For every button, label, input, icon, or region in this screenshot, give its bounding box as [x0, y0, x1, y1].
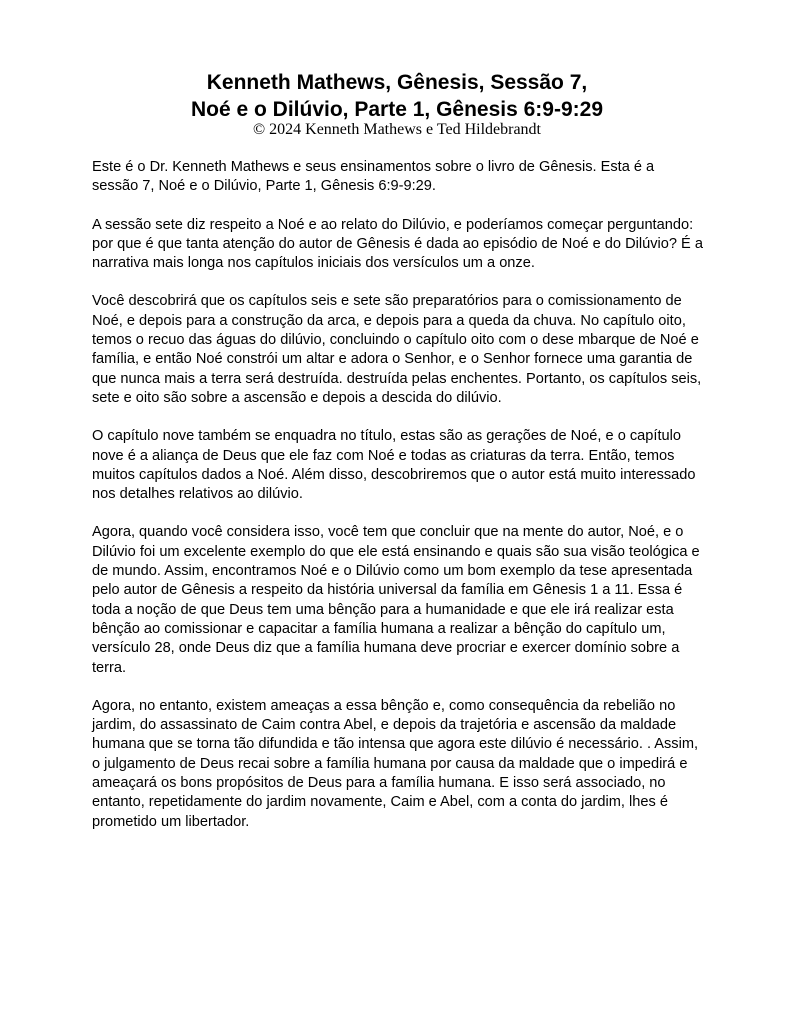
document-body: [92, 158, 704, 851]
paragraph: Você descobrirá que os capítulos seis e sete são preparatórios para o comissionamento de Noé, e depois para a construção da arca, e depois para a queda da chuva. No capítulo oito, temos o recuo das águas do dilúvio, concluindo o capítulo oito com o dese mbarque de Noé e família, e então Noé constrói um altar e adora o Senhor, e o Senhor fornece uma garantia de que nunca mais a terra será destruída. destruída pelas enchentes. Portanto, os capítulos seis, sete e oito são sobre a ascensão e depois a descida do dilúvio.: [92, 293, 702, 406]
paragraph: Agora, no entanto, existem ameaças a essa bênção e, como consequência da rebelião no jardim, do assassinato de Caim contra Abel, e depois da trajetória e ascensão da maldade humana que se torna tão difundida e tão intensa que agora este dilúvio é necessário. . Assim, o julgamento de Deus recai sobre a família humana por causa da maldade que o impedirá e ameaçará os bons propósitos de Deus para a família humana. E isso será associado, no entanto, repetidamente do jardim novamente, Caim e Abel, com a conta do jardim, lhes é prometido um libertador.: [92, 697, 699, 830]
paragraph: A sessão sete diz respeito a Noé e ao relato do Dilúvio, e poderíamos começar perguntando: por que é que tanta atenção do autor de Gênesis é dada ao episódio de Noé e do Dilúvio? É a narrativa mais longa nos capítulos iniciais dos versículos um a onze.: [92, 216, 703, 272]
document-title-line-1: Kenneth Mathews, Gênesis, Sessão 7,: [206, 71, 588, 94]
document-title-line-2: Noé e o Dilúvio, Parte 1, Gênesis 6:9-9:29: [191, 98, 603, 121]
paragraph: Este é o Dr. Kenneth Mathews e seus ensinamentos sobre o livro de Gênesis. Esta é a sessão 7, Noé e o Dilúvio, Parte 1, Gênesis 6:9-9:29.: [92, 159, 655, 195]
paragraph: Agora, quando você considera isso, você tem que concluir que na mente do autor, Noé, e o Dilúvio foi um excelente exemplo do que ele está ensinando e quais são sua visão teológica e de mundo. Assim, encontramos Noé e o Dilúvio como um bom exemplo da tese apresentada pelo autor de Gênesis a respeito da história universal da família em Gênesis 1 a 11. Essa é toda a noção de que Deus tem uma bênção para a humanidade e que ele irá realizar esta bênção ao comissionar e capacitar a família humana a realizar a bênção do capítulo um, versículo 28, onde Deus diz que a família humana deve procriar e exercer domínio sobre a terra.: [92, 524, 700, 676]
paragraph: O capítulo nove também se enquadra no título, estas são as gerações de Noé, e o capítulo nove é a aliança de Deus que ele faz com Noé e todas as criaturas da terra. Então, temos muitos capítulos dados a Noé. Além disso, descobriremos que o autor está muito interessado nos detalhes relativos ao dilúvio.: [92, 428, 696, 503]
copyright-notice: © 2024 Kenneth Mathews e Ted Hildebrandt: [252, 121, 541, 138]
